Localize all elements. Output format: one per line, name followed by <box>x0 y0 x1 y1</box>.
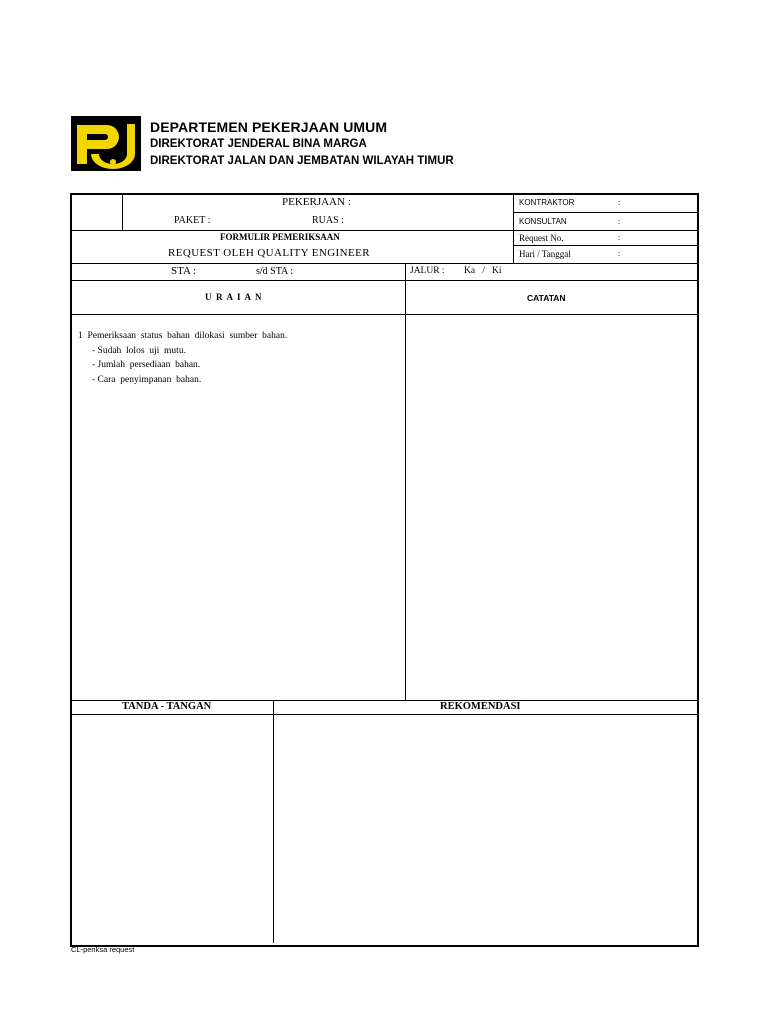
request-no-label: Request No. <box>519 233 564 243</box>
list-item: - Jumlah persediaan bahan. <box>92 360 201 370</box>
konsultan-label: KONSULTAN <box>519 217 567 226</box>
uraian-list <box>78 329 287 387</box>
jalur-divider <box>405 263 406 700</box>
pu-logo-icon <box>71 116 141 171</box>
row-line-4 <box>71 263 697 264</box>
directorate-title: DIREKTORAT JALAN DAN JEMBATAN WILAYAH TIMUR <box>150 155 454 167</box>
formulir-title: FORMULIR PEMERIKSAAN <box>220 232 340 242</box>
list-item: - Sudah lolos uji mutu. <box>92 345 186 356</box>
pekerjaan-label: PEKERJAAN : <box>282 196 351 208</box>
paket-label: PAKET : <box>174 215 211 226</box>
uraian-header: U R A I A N <box>205 292 262 302</box>
department-title: DEPARTEMEN PEKERJAAN UMUM <box>150 119 388 135</box>
konsultan-colon: : <box>618 217 621 226</box>
top-left-divider <box>122 194 123 231</box>
footer-code: CL-periksa request <box>71 945 135 954</box>
rekomendasi-header: REKOMENDASI <box>440 701 521 712</box>
form-border <box>70 193 699 947</box>
hari-tanggal-colon: : <box>618 249 621 258</box>
top-right-divider <box>513 194 514 264</box>
sd-sta-label: s/d STA : <box>256 266 293 277</box>
kontraktor-colon: : <box>618 198 621 207</box>
row-line-2 <box>513 212 697 213</box>
request-no-colon: : <box>618 233 621 242</box>
row-line-6 <box>71 314 697 315</box>
row-line-3 <box>513 245 697 246</box>
pu-logo <box>71 116 141 171</box>
row-line-8 <box>71 714 697 715</box>
kontraktor-label: KONTRAKTOR <box>519 198 575 207</box>
row-line-5 <box>71 280 697 281</box>
list-item: - Cara penyimpanan bahan. <box>92 374 202 385</box>
hari-tanggal-label: Hari / Tanggal <box>519 249 571 259</box>
jalur-label: JALUR : <box>410 266 445 276</box>
signature-divider <box>273 700 274 943</box>
row-line-1 <box>71 230 697 231</box>
jalur-value: Ka / Ki <box>464 266 502 276</box>
request-title: REQUEST OLEH QUALITY ENGINEER <box>168 247 370 259</box>
tanda-tangan-header: TANDA - TANGAN <box>122 701 212 712</box>
sta-label: STA : <box>171 265 197 277</box>
directorate-general-title: DIREKTORAT JENDERAL BINA MARGA <box>150 138 367 150</box>
catatan-header: CATATAN <box>527 293 566 303</box>
ruas-label: RUAS : <box>312 215 344 226</box>
list-item: 1 Pemeriksaan status bahan dilokasi sumber bahan. <box>78 331 288 341</box>
